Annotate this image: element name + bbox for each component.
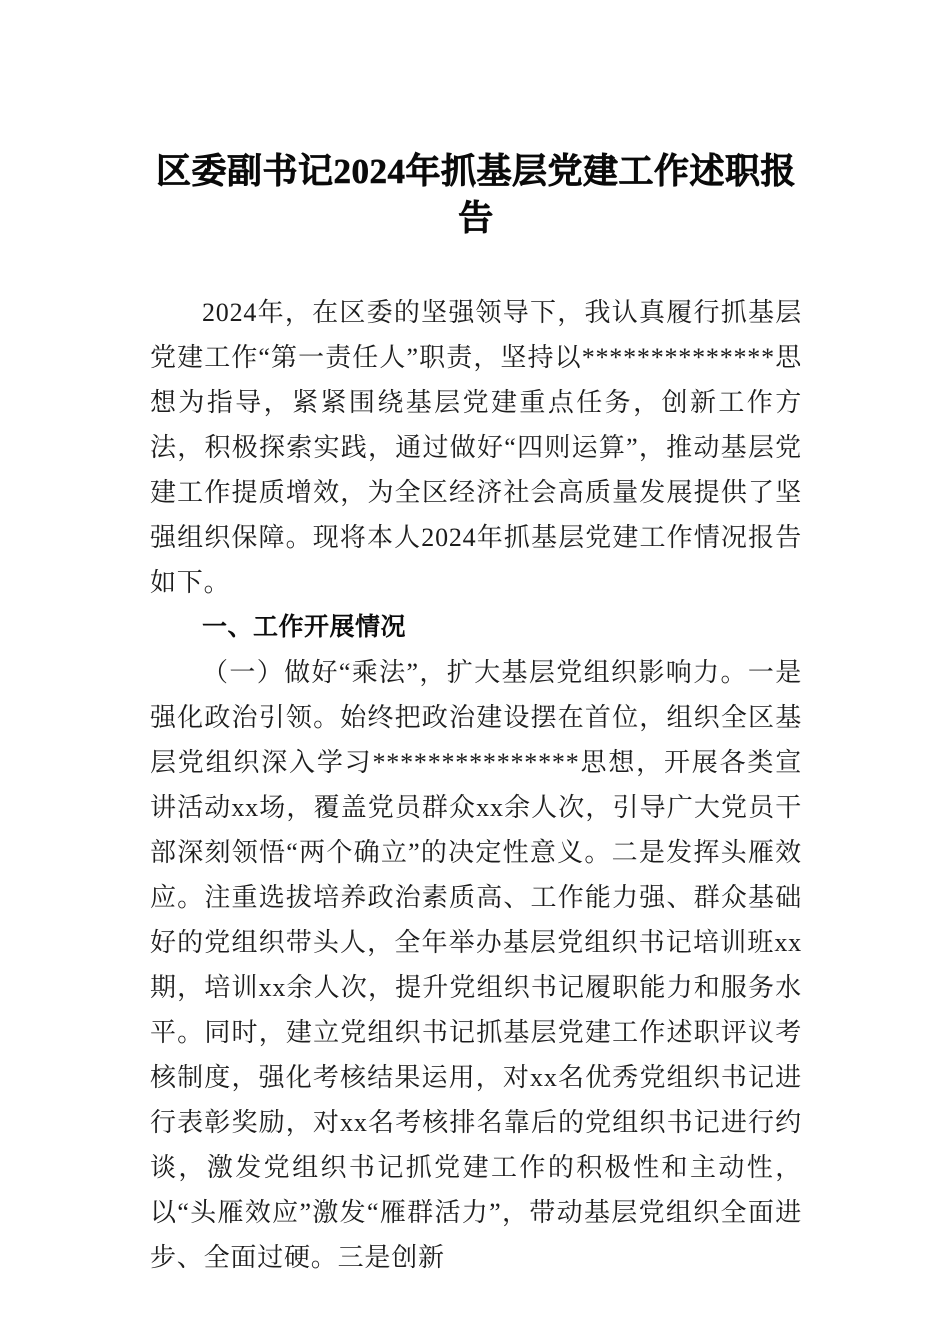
opening-paragraph: 2024年，在区委的坚强领导下，我认真履行抓基层党建工作“第一责任人”职责，坚持以**************思想为指导，紧紧围绕基层党建重点任务，创新工作方法，积极探索实践，通过做好“四则运算”，推动基层党建工作提质增效，为全区经济社会高质量发展提供了坚强组织保障。现将本人2024年抓基层党建工作情况报告如下。 (150, 298, 802, 597)
page-title: 区委副书记2024年抓基层党建工作述职报告 (155, 152, 796, 238)
title-spacer (150, 242, 802, 290)
section-heading-1: 一、工作开展情况 (202, 613, 407, 641)
subsection-1-paragraph: （一）做好“乘法”，扩大基层党组织影响力。一是强化政治引领。始终把政治建设摆在首位，组织全区基层党组织深入学习***************思想，开展各类宣讲活动xx场，覆盖党员群众xx余人次，引导广大党员干部深刻领悟“两个确立”的决定性意义。二是发挥头雁效应。注重选拔培养政治素质高、工作能力强、群众基础好的党组织带头人，全年举办基层党组织书记培训班xx期，培训xx余人次，提升党组织书记履职能力和服务水平。同时，建立党组织书记抓基层党建工作述职评议考核制度，强化考核结果运用，对xx名优秀党组织书记进行表彰奖励，对xx名考核排名靠后的党组织书记进行约谈，激发党组织书记抓党建工作的积极性和主动性，以“头雁效应”激发“雁群活力”，带动基层党组织全面进步、全面过硬。三是创新 (150, 658, 802, 1272)
document-text-body (150, 148, 802, 1280)
